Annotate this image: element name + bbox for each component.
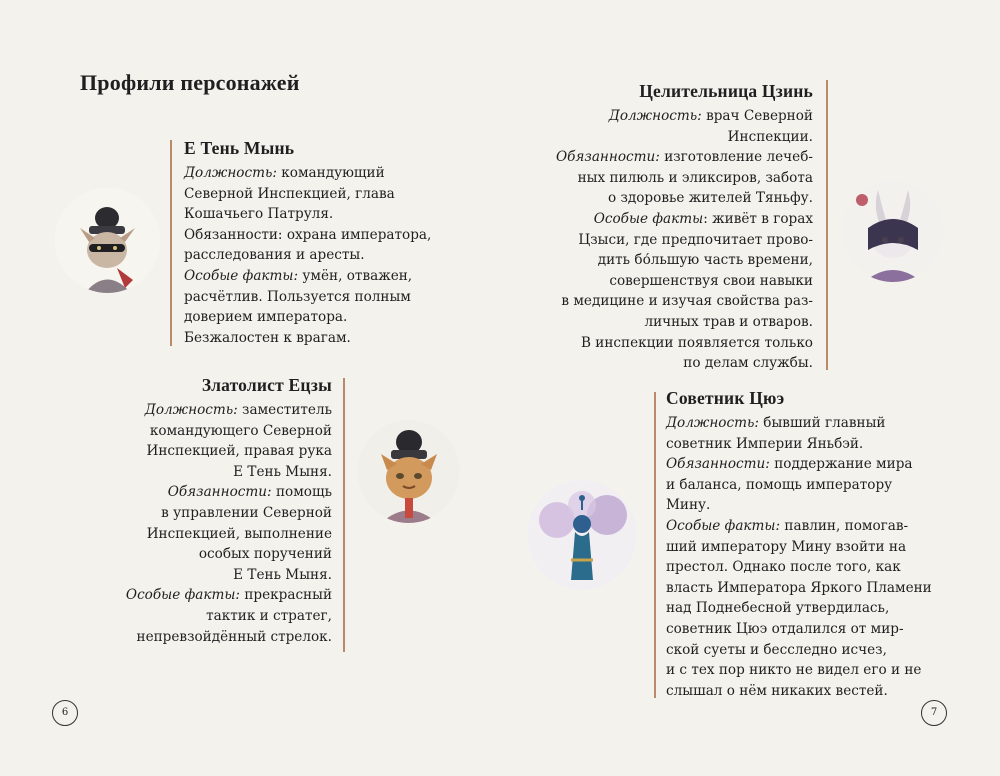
profile-name: Целительница Цзинь (639, 81, 813, 101)
field-text: Северной Инспекцией, глава (184, 185, 395, 202)
profile-line (184, 307, 431, 328)
profile-divider (826, 80, 828, 370)
profile-line (184, 266, 431, 287)
field-text: Кошачьего Патруля. (184, 206, 334, 223)
field-text: В инспекции появляется только (580, 334, 813, 351)
profile-line (126, 524, 332, 545)
field-text: власть Императора Яркого Пламени (666, 579, 932, 596)
profile-divider (343, 378, 345, 652)
field-text: Цзыси, где предпочитает прово- (578, 231, 813, 248)
field-text: поддержание мира (769, 456, 913, 473)
profile-line (126, 585, 332, 606)
profile-line (666, 537, 932, 558)
field-text: непревзойдённый стрелок. (136, 628, 332, 645)
profile-line (666, 454, 932, 475)
profile-line (184, 287, 431, 308)
profile-line (666, 557, 932, 578)
field-text: ской суеты и бесследно исчез, (666, 641, 887, 658)
profile-description (666, 413, 932, 701)
field-text: : живёт в горах (703, 210, 813, 227)
profile-line (556, 250, 813, 271)
profile-line (556, 271, 813, 292)
field-label: Особые факты: (125, 587, 241, 604)
field-text: командующего Северной (149, 422, 332, 439)
profile-name: Советник Цюэ (666, 388, 785, 408)
profile-divider (170, 140, 172, 346)
profile-line (666, 660, 932, 681)
field-label: Особые факты (593, 210, 704, 227)
profile-line (184, 163, 431, 184)
profile-line (184, 184, 431, 205)
field-text: Инспекцией, правая рука (146, 443, 332, 460)
profile-ye-ten-myn (184, 137, 431, 348)
field-text: расчётлив. Пользуется полным (184, 288, 411, 305)
field-text: о здоровье жителей Тяньфу. (607, 190, 813, 207)
profile-line (556, 106, 813, 127)
field-text: заместитель (237, 402, 332, 418)
profile-zlatolist-yeczy (126, 374, 332, 647)
portrait-healer-jin (842, 180, 944, 282)
profile-line (126, 606, 332, 627)
profile-line (556, 168, 813, 189)
profile-line (556, 333, 813, 354)
profile-line (666, 495, 932, 516)
profile-line (666, 619, 932, 640)
profile-line (666, 640, 932, 661)
field-text: бывший главный (758, 415, 886, 431)
profile-line (666, 681, 932, 702)
field-text: Обязанности: охрана императора, (184, 226, 432, 243)
page-number-left: 6 (52, 700, 78, 726)
field-text: тактик и стратег, (206, 607, 332, 624)
profile-line (126, 441, 332, 462)
profile-line (126, 565, 332, 586)
profile-line (556, 291, 813, 312)
field-label: Обязанности: (666, 456, 770, 473)
profile-line (126, 627, 332, 648)
profile-name: Златолист Ецзы (201, 375, 332, 395)
profile-divider (654, 392, 656, 698)
profile-description (126, 400, 332, 647)
profile-line (666, 434, 932, 455)
portrait-ye-ten-myn (55, 188, 160, 293)
field-text: умён, отважен, (298, 267, 413, 284)
profile-line (126, 400, 332, 421)
field-text: Е Тень Мыня. (233, 566, 332, 583)
field-text: советник Империи Яньбэй. (666, 435, 864, 452)
field-text: расследования и аресты. (184, 247, 365, 264)
field-text: в управлении Северной (161, 504, 332, 521)
field-text: павлин, помогав- (780, 517, 909, 534)
field-text: особых поручений (198, 546, 332, 563)
profile-line (556, 312, 813, 333)
field-label: Должность: (608, 108, 702, 124)
field-text: Мину. (666, 497, 711, 514)
profile-line (556, 147, 813, 168)
profile-line (556, 127, 813, 148)
field-text: в медицине и изучая свойства раз- (561, 293, 813, 310)
field-label: Должность: (144, 402, 238, 418)
field-text: советник Цюэ отдалился от мир- (666, 620, 904, 637)
portrait-advisor-qiue (527, 480, 637, 590)
profile-advisor-qiue (666, 387, 932, 701)
orange-cat-in-hat-illustration (357, 420, 460, 523)
profile-line (556, 353, 813, 374)
profile-line (184, 245, 431, 266)
field-text: прекрасный (240, 587, 332, 604)
field-text: дить бо́льшую часть времени, (597, 252, 813, 269)
field-text: Е Тень Мыня. (233, 463, 332, 480)
field-label: Особые факты: (666, 517, 781, 534)
field-text: и с тех пор никто не видел его и не (666, 662, 922, 679)
field-text: помощь (271, 484, 332, 501)
field-text: изготовление лечеб- (659, 149, 813, 166)
page-number-right: 7 (921, 700, 947, 726)
field-text: врач Северной (701, 108, 813, 124)
field-text: доверием императора. (184, 309, 348, 326)
profile-line (666, 578, 932, 599)
field-text: личных трав и отваров. (644, 313, 813, 330)
profile-line (126, 482, 332, 503)
profile-healer-jin (556, 80, 813, 374)
field-label: Обязанности: (555, 149, 660, 166)
profile-line (184, 225, 431, 246)
profile-line (556, 230, 813, 251)
field-label: Должность: (666, 415, 759, 431)
field-label: Особые факты: (184, 267, 299, 284)
page-title: Профили персонажей (80, 70, 300, 95)
field-text: ных пилюль и эликсиров, забота (577, 169, 813, 186)
field-text: над Поднебесной утвердилась, (666, 600, 890, 617)
field-text: слышал о нём никаких вестей. (666, 682, 888, 699)
profile-line (666, 598, 932, 619)
profile-description (556, 106, 813, 374)
profile-line (126, 421, 332, 442)
profile-line (126, 503, 332, 524)
profile-line (126, 462, 332, 483)
profile-line (666, 475, 932, 496)
portrait-zlatolist-yeczy (357, 420, 460, 523)
field-text: Безжалостен к врагам. (184, 329, 351, 346)
profile-line (556, 209, 813, 230)
field-text: по делам службы. (683, 355, 813, 372)
profile-description (184, 163, 431, 348)
field-text: Инспекции. (727, 128, 813, 145)
field-text: совершенствуя свои навыки (609, 272, 813, 289)
field-text: престол. Однако после того, как (666, 559, 901, 576)
field-label: Обязанности: (167, 484, 272, 501)
profile-line (184, 204, 431, 225)
profile-line (184, 328, 431, 349)
profile-line (556, 188, 813, 209)
field-label: Должность: (184, 165, 277, 181)
cat-in-black-hat-illustration (55, 188, 160, 293)
field-text: и баланса, помощь императору (666, 476, 893, 493)
profile-line (666, 516, 932, 537)
profile-line (126, 544, 332, 565)
field-text: командующий (276, 165, 385, 181)
profile-name: Е Тень Мынь (184, 138, 295, 158)
field-text: ший императору Мину взойти на (666, 538, 907, 555)
field-text: Инспекцией, выполнение (146, 525, 332, 542)
rabbit-healer-illustration (842, 180, 944, 282)
peacock-advisor-illustration (527, 480, 637, 590)
profile-line (666, 413, 932, 434)
